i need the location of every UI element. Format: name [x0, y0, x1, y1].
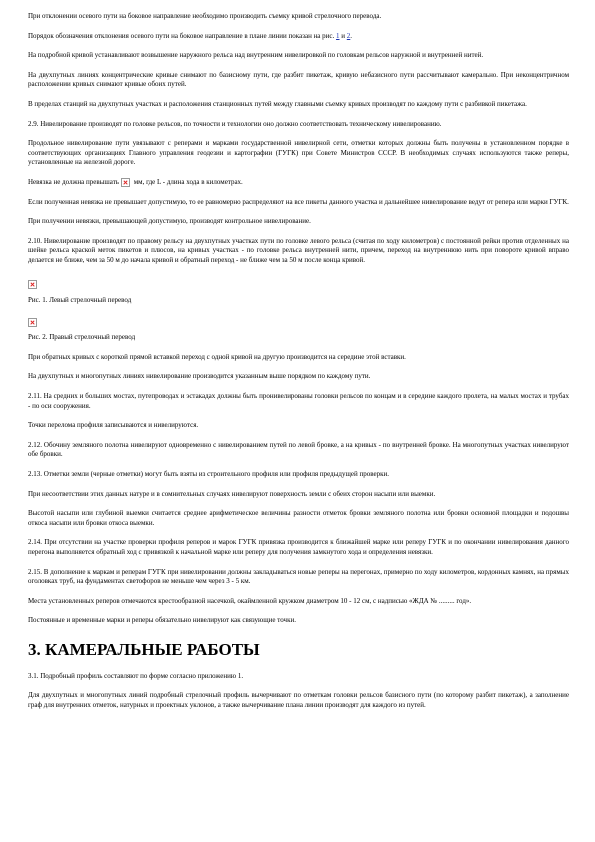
paragraph-2-9: 2.9. Нивелирование производят по головке рельсов, по точности и технологии оно должно соответствовать техническому нивелированию. — [28, 119, 442, 128]
paragraph-control-leveling: При получении невязки, превышающей допустимую, производят контрольное нивелирование. — [28, 217, 311, 226]
paragraph-2-10: 2.10. Нивелирование производят по правому рельсу на двухпутных участках пути по головке левого рельса (считая по ходу километров) с постоянной рейки против отделенных на шейке рельса краской меток пикетов и плюсов, на кривых участках - по головке рельса внутренней нити, причем, переход на внутреннюю нить при повороте кривой вправо делается не ближе, чем за 50 м до начала кривой и обратный переход - не ближе чем за 50 м после конца кривой. — [28, 236, 569, 265]
text-span: . — [350, 31, 353, 40]
paragraph-double-track-curves: На двухпутных линиях концентрические кривые снимают по базисному пути, где разбит пикетаж, кривую небазисного пути рассчитывают камерально. При неконцентричном расположении кривых снимают кривые обоих путей. — [28, 70, 569, 89]
text-span: Порядок обозначения отклонения осевого пути на боковое направление в плане линии показан на рис. — [28, 31, 337, 40]
paragraph-station-curves: В пределах станций на двухпутных участках и расположения станционных путей между главными съемку кривых производят по каждому пути с разбивкой пикетажа. — [28, 99, 527, 108]
figure-1-caption: Рис. 1. Левый стрелочный перевод — [28, 295, 132, 304]
paragraph-misclosure-formula — [28, 178, 569, 188]
paragraph-permanent-marks: Постоянные и временные марки и реперы обязательно нивелируют как связующие точки. — [28, 616, 296, 625]
paragraph-2-12: 2.12. Обочину земляного полотна нивелируют одновременно с нивелированием путей по левой бровке, а на кривых - по внутренней бровке. На многопутных участках нивелируют обе бровки. — [28, 440, 569, 459]
text-span: и — [339, 31, 347, 40]
paragraph-2-13: 2.13. Отметки земли (черные отметки) могут быть взяты из строительного профиля или профиля предыдущей проверки. — [28, 469, 389, 478]
paragraph-reverse-curves: При обратных кривых с короткой прямой вставкой переход с одной кривой на другую производится на середине этой вставки. — [28, 352, 406, 361]
paragraph-2-15: 2.15. В дополнение к маркам и реперам ГУГК при нивелировании должны закладываться новые реперы на перегонах, примерно по ходу километров, кордонных камнях, на прямых оголовках труб, на фундаментах светофоров не меньше чем через 3 - 5 км. — [28, 567, 569, 586]
figure-2-link[interactable]: 2 — [346, 31, 351, 40]
paragraph-embankment-height: Высотой насыпи или глубиной выемки считается среднее арифметическое величины разности отметок бровки земляного полотна или бровки основной площадки и подошвы откоса насыпи или бровки откоса выемки. — [28, 509, 569, 527]
paragraph-ground-leveling: При несоответствии этих данных натуре и в сомнительных случаях нивелируют поверхность земли с обеих сторон насыпи или выемки. — [28, 489, 436, 498]
paragraph-misclosure-distribution: Если полученная невязка не превышает допустимую, то ее равномерно распределяют на все пикеты данного участка и дальнейшее нивелирование ведут от репера или марки ГУГК. — [28, 197, 569, 206]
paragraph-benchmark-marking: Места установленных реперов отмечаются крестообразной насечкой, окаймленной кружком диаметром 10 - 12 см, с надписью «ЖДА № ......... год». — [28, 596, 472, 605]
paragraph-switch-survey: При отклонении осевого пути на боковое направление необходимо производить съемку кривой стрелочного перевода. — [28, 12, 382, 20]
broken-image-icon — [121, 178, 130, 187]
figure-1-image — [28, 276, 569, 288]
figure-1-link[interactable]: 1 — [336, 31, 340, 40]
broken-image-icon — [28, 318, 37, 327]
paragraph-multitrack: На двухпутных и многопутных линиях нивелирование производится указанным выше порядком по каждому пути. — [28, 372, 371, 381]
figure-2-caption: Рис. 2. Правый стрелочный перевод — [28, 333, 136, 342]
paragraph-figure-reference — [28, 32, 569, 42]
paragraph-2-11: 2.11. На средних и больших мостах, путепроводах и эстакадах должны быть пронивелированы головки рельсов по концам и в середине каждого пролета, на малых мостах и трубах - по оси сооружения. — [28, 391, 569, 410]
paragraph-break-points: Точки перелома профиля записываются и нивелируются. — [28, 421, 199, 430]
paragraph-3-1: 3.1. Подробный профиль составляют по форме согласно приложению 1. — [28, 671, 244, 680]
text-span: Невязка не должна превышать — [28, 178, 119, 187]
paragraph-benchmarks: Продольное нивелирование пути увязывают с реперами и марками государственной нивелирной сети, отметки которых должны быть получены в установленном порядке в соответствующих организациях Главного управления геодезии и картографии (ГУГК) при Совете Министров СССР. В необходимых случаях используются также реперы, установленные на железной дороге. — [28, 139, 569, 167]
paragraph-profile-drawing: Для двухпутных и многопутных линий подробный стрелочный профиль вычерчивают по отметкам головки рельсов базисного пути (по которому разбит пикетаж), а заполнение граф для внутренних отметок, натурных и проектных уклонов, а также вычерчивание плана линии производят для каждого из путей. — [28, 691, 569, 710]
text-span: мм, где L - длина хода в километрах. — [131, 178, 243, 187]
paragraph-rail-elevation: На подробной кривой устанавливают возвышение наружного рельса над внутренним нивелировкой по головкам рельсов наружной и внутренней нитей. — [28, 51, 484, 60]
figure-2-image — [28, 313, 569, 325]
section-heading: 3. КАМЕРАЛЬНЫЕ РАБОТЫ — [28, 639, 260, 659]
paragraph-2-14: 2.14. При отсутствии на участке проверки профиля реперов и марок ГУГК привязка производится к ближайшей марке или реперу ГУГК и по окончании нивелирования данного перегона выполняется обратный ход с привязкой к начальной марке или реперу для получения замкнутого хода и определения невязки. — [28, 538, 569, 556]
broken-image-icon — [28, 280, 37, 289]
